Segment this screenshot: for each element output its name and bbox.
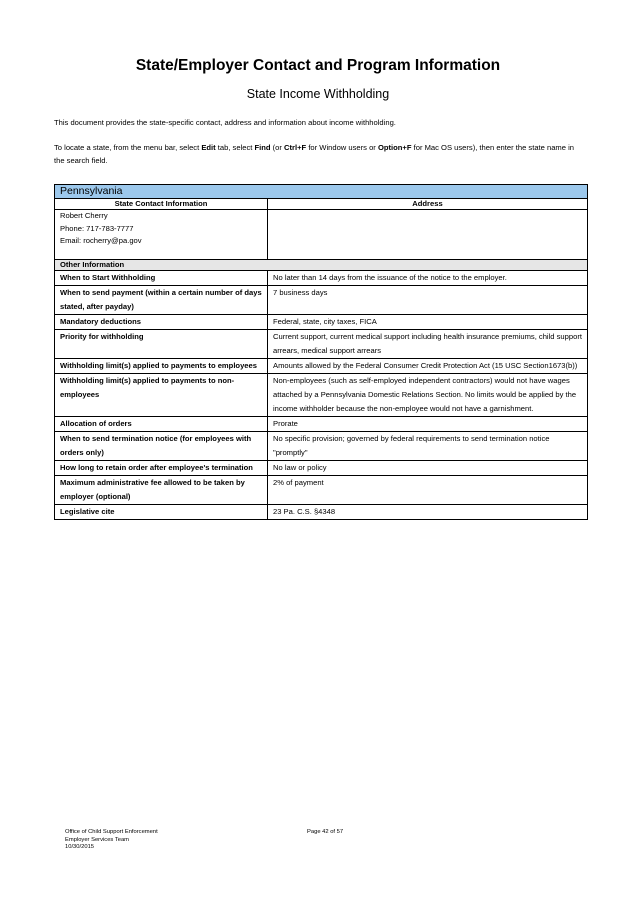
row-value: Current support, current medical support including health insurance premiums, child support arrears, medical support arrears (268, 330, 588, 359)
row-value: Prorate (268, 417, 588, 432)
other-info-label: Other Information (55, 260, 588, 271)
row-value: 23 Pa. C.S. §4348 (268, 505, 588, 520)
row-label: Maximum administrative fee allowed to be taken by employer (optional) (55, 476, 268, 505)
table-row (55, 359, 588, 374)
table-row (55, 432, 588, 461)
table-row (55, 505, 588, 520)
instructions-text: for Window users or (306, 143, 378, 152)
row-value: 2% of payment (268, 476, 588, 505)
table-row (55, 461, 588, 476)
row-label: When to Start Withholding (55, 271, 268, 286)
contact-cell (55, 210, 268, 260)
contact-header: State Contact Information (55, 199, 268, 210)
edit-keyword: Edit (201, 143, 216, 152)
page-subtitle: State Income Withholding (246, 87, 390, 101)
row-label: Priority for withholding (55, 330, 268, 359)
row-label: Withholding limit(s) applied to payments to employees (55, 359, 268, 374)
state-name: Pennsylvania (55, 185, 588, 199)
find-keyword: Find (254, 143, 271, 152)
row-value: No specific provision; governed by federal requirements to send termination notice "promptly" (268, 432, 588, 461)
table-row (55, 330, 588, 359)
ctrl-f-keyword: Ctrl+F (284, 143, 307, 152)
footer-date: 10/30/2015 (65, 844, 95, 850)
footer-office: Office of Child Support Enforcement (65, 829, 158, 835)
row-value: 7 business days (268, 286, 588, 315)
instructions-text: To locate a state, from the menu bar, select (54, 143, 202, 152)
instructions-text: (or (270, 143, 285, 152)
column-header-row (55, 199, 588, 210)
contact-name: Robert Cherry (60, 211, 108, 220)
row-value: Amounts allowed by the Federal Consumer Credit Protection Act (15 USC Section1673(b)) (268, 359, 588, 374)
footer-team: Employer Services Team (65, 836, 130, 843)
instructions-text: for Mac OS users), then enter the state name in the search field. (54, 143, 574, 165)
contact-row (55, 210, 588, 260)
row-label: When to send termination notice (for employees with orders only) (55, 432, 268, 461)
table-row (55, 271, 588, 286)
page-title: State/Employer Contact and Program Information (135, 57, 501, 74)
table-row (55, 417, 588, 432)
address-header: Address (268, 199, 588, 210)
footer-page-number: Page 42 of 57 (307, 829, 344, 835)
instructions-paragraph (54, 142, 586, 167)
other-info-header-row (55, 260, 588, 271)
row-label: Mandatory deductions (55, 315, 268, 330)
option-f-keyword: Option+F (377, 143, 412, 152)
instructions-text: tab, select (215, 143, 255, 152)
footer-office-info (65, 829, 158, 852)
table-row (55, 476, 588, 505)
contact-email: Email: rocherry@pa.gov (60, 236, 142, 245)
row-label: Allocation of orders (55, 417, 268, 432)
state-header-row (55, 185, 588, 199)
row-value: No law or policy (268, 461, 588, 476)
row-label: Legislative cite (55, 505, 268, 520)
table-row (55, 286, 588, 315)
address-cell (268, 210, 588, 260)
row-value: Non-employees (such as self-employed independent contractors) would not have wages attached by a Pennsylvania Domestic Relations Section. No limits would be applied by the income withholder because the non-employee would not have a garnishment. (268, 374, 588, 417)
table-row (55, 374, 588, 417)
row-label: When to send payment (within a certain number of days stated, after payday) (55, 286, 268, 315)
row-label: How long to retain order after employee's termination (55, 461, 268, 476)
contact-phone: Phone: 717-783-7777 (60, 223, 134, 233)
row-label: Withholding limit(s) applied to payments to non-employees (55, 374, 268, 417)
row-value: No later than 14 days from the issuance of the notice to the employer. (268, 271, 588, 286)
table-row (55, 315, 588, 330)
intro-paragraph: This document provides the state-specific contact, address and information about income withholding. (54, 118, 396, 127)
state-info-table (54, 184, 588, 520)
row-value: Federal, state, city taxes, FICA (268, 315, 588, 330)
